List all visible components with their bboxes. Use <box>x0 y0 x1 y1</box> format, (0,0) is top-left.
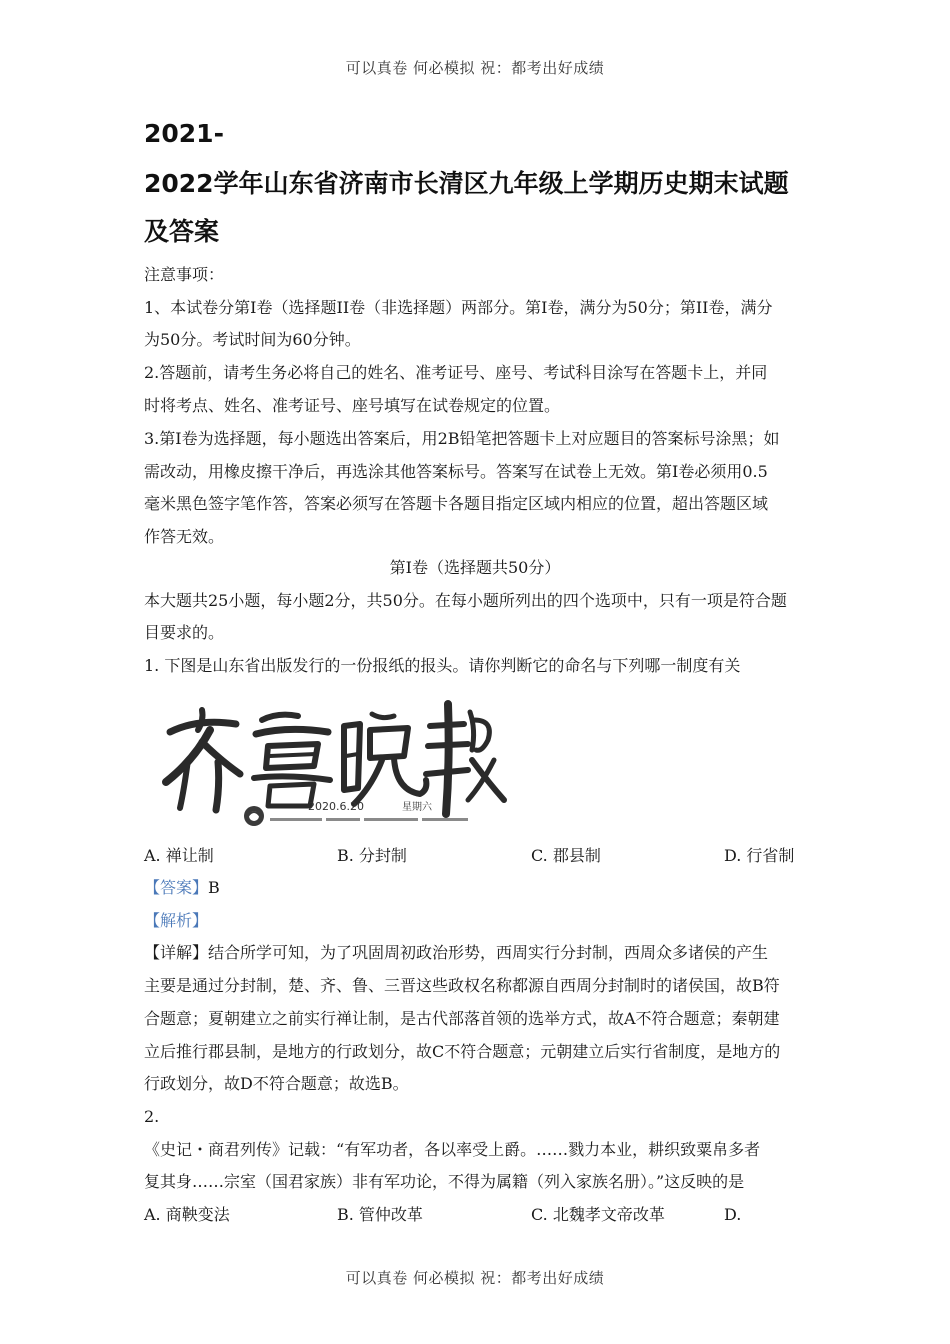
q2-option-a: A. 商鞅变法 <box>144 1205 230 1224</box>
answer-label: 【答案】 <box>144 878 209 897</box>
notice-heading: 注意事项： <box>144 265 225 284</box>
title-line-3: 及答案 <box>144 217 220 246</box>
question-2-stem: 《史记・商君列传》记载：“有军功者，各以率受上爵。……戮力本业，耕织致粟帛多者 <box>144 1140 761 1159</box>
answer-value: B <box>208 878 220 897</box>
q2-option-b: B. 管仲改革 <box>337 1205 423 1224</box>
detail-line: 行政划分，故D不符合题意；故选B。 <box>144 1074 409 1093</box>
answer-line <box>144 877 814 899</box>
title-line-2: 2022学年山东省济南市长清区九年级上学期历史期末试题 <box>144 169 789 198</box>
option-c: C. 郡县制 <box>531 846 601 865</box>
option-b: B. 分封制 <box>337 846 407 865</box>
detail-line: 立后推行郡县制，是地方的行政划分，故C不符合题意；元朝建立后实行省制度，是地方的 <box>144 1042 781 1061</box>
page-footer: 可以真卷 何必模拟 祝：都考出好成绩 <box>345 1269 605 1287</box>
title-line-1: 2021- <box>144 119 224 148</box>
notice-line: 毫米黑色签字笔作答，答案必须写在答题卡各题目指定区域内相应的位置，超出答题区域 <box>144 494 769 513</box>
detail-line: 主要是通过分封制，楚、齐、鲁、三晋这些政权名称都源自西周分封制时的诸侯国，故B符 <box>144 976 780 995</box>
analysis-label: 【解析】 <box>144 911 209 930</box>
notice-line: 2.答题前，请考生务必将自己的姓名、准考证号、座号、考试科目涂写在答题卡上，并同 <box>144 363 768 382</box>
detail-line: 合题意；夏朝建立之前实行禅让制，是古代部落首领的选举方式，故A不符合题意；秦朝建 <box>144 1009 780 1028</box>
detail-line: 【详解】结合所学可知，为了巩固周初政治形势，西周实行分封制，西周众多诸侯的产生 <box>144 943 769 962</box>
masthead-weekday: 星期六 <box>402 802 432 813</box>
page-header: 可以真卷 何必模拟 祝：都考出好成绩 <box>345 59 605 77</box>
notice-line: 1、本试卷分第I卷（选择题II卷（非选择题）两部分。第I卷，满分为50分；第II卷，满分 <box>144 298 773 317</box>
masthead-small-print <box>270 818 468 821</box>
option-a: A. 禅让制 <box>144 846 214 865</box>
masthead-date: 2020.6.20 <box>308 800 364 813</box>
notice-line: 作答无效。 <box>144 527 225 546</box>
notice-line: 时将考点、姓名、准考证号、座号填写在试卷规定的位置。 <box>144 396 561 415</box>
section-intro: 本大题共25小题，每小题2分，共50分。在每小题所列出的四个选项中，只有一项是符合题 <box>144 591 787 610</box>
q2-option-d: D. <box>724 1205 742 1224</box>
notice-line: 为50分。考试时间为60分钟。 <box>144 330 361 349</box>
notice-line: 需改动，用橡皮擦干净后，再选涂其他答案标号。答案写在试卷上无效。第I卷必须用0.5 <box>144 462 768 481</box>
option-d: D. 行省制 <box>724 846 795 865</box>
newspaper-masthead-image <box>158 690 508 836</box>
section-title: 第I卷（选择题共50分） <box>389 558 561 577</box>
q2-option-c: C. 北魏孝文帝改革 <box>531 1205 665 1224</box>
question-1-stem: 1. 下图是山东省出版发行的一份报纸的报头。请你判断它的命名与下列哪一制度有关 <box>144 656 741 675</box>
question-2-stem: 复其身……宗室（国君家族）非有军功论，不得为属籍（列入家族名册）。”这反映的是 <box>144 1172 745 1191</box>
newspaper-logo <box>244 806 264 826</box>
question-2-number: 2. <box>144 1107 160 1126</box>
section-intro: 目要求的。 <box>144 623 225 642</box>
notice-line: 3.第I卷为选择题，每小题选出答案后，用2B铅笔把答题卡上对应题目的答案标号涂黑；如 <box>144 429 780 448</box>
